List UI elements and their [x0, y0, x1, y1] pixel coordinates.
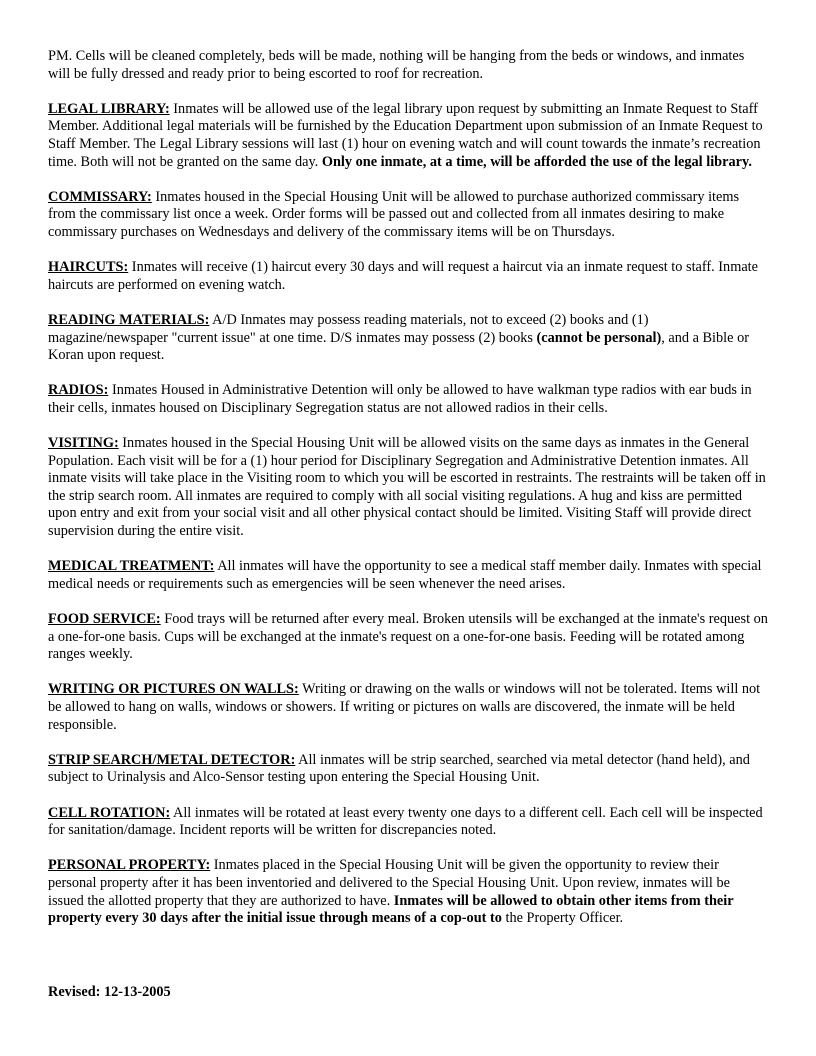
- radios-heading: RADIOS:: [48, 382, 109, 399]
- food-service-heading: FOOD SERVICE:: [48, 611, 161, 627]
- legal-library-bold-text: Only one inmate, at a time, will be afforded the use of the legal library.: [321, 153, 752, 170]
- legal-library-text: Inmates will be allowed use of the legal library upon request by submitting an Inmate Request to Staff Member. Additional legal materials will be furnished by the Education Department upon submission of an Inmate Request to Staff Member. The Legal Library sessions will last (1) hour on evening watch and will count towards the inmate’s recreation time. Both will not be granted on the same day.: [48, 100, 763, 170]
- reading-materials-section: [48, 312, 768, 365]
- document-body: [48, 48, 768, 945]
- visiting-text: Inmates housed in the Special Housing Unit will be allowed visits on the same days as inmates in the General Population. Each visit will be for a (1) hour period for Disciplinary Segregation and Administrative Detention inmates. All inmate visits will take place in the Visiting room to which you will be escorted in restraints. The restraints will be taken off in the strip search room. All inmates are required to comply with all social visiting regulations. A hug and kiss are permitted upon entry and exit from your social visit and all other physical contact should be limited. Visiting Staff will provide direct supervision during the entire visit.: [48, 435, 766, 540]
- cell-rotation-section: [48, 805, 768, 840]
- strip-search-heading: STRIP SEARCH/METAL DETECTOR:: [48, 751, 296, 768]
- haircuts-section: [48, 259, 768, 294]
- legal-library-heading: LEGAL LIBRARY:: [48, 100, 170, 117]
- reading-materials-text-after: , and a Bible or Koran upon request.: [48, 329, 749, 364]
- writing-on-walls-section: [48, 681, 768, 734]
- intro-paragraph: [48, 48, 768, 83]
- commissary-heading: COMMISSARY:: [48, 188, 152, 205]
- reading-materials-bold-text: (cannot be personal): [536, 329, 662, 346]
- medical-treatment-text: All inmates will have the opportunity to see a medical staff member daily. Inmates with special medical needs or requirements such as emergencies will be seen whenever the need arises.: [48, 558, 762, 592]
- commissary-text: Inmates housed in the Special Housing Unit will be allowed to purchase authorized commissary items from the commissary list once a week. Order forms will be passed out and collected from all inmates desiring to make commissary purchases on Wednesdays and delivery of the commissary items will be on Thursdays.: [48, 188, 740, 240]
- personal-property-section: [48, 857, 768, 927]
- reading-materials-heading: READING MATERIALS:: [48, 311, 210, 328]
- strip-search-section: [48, 752, 768, 787]
- visiting-section: [48, 435, 768, 541]
- medical-treatment-heading: MEDICAL TREATMENT:: [48, 558, 215, 575]
- visiting-heading: VISITING:: [48, 435, 119, 452]
- cell-rotation-text: All inmates will be rotated at least every twenty one days to a different cell. Each cell will be inspected for sanitation/damage. Incident reports will be written for discrepancies noted.: [48, 804, 763, 839]
- food-service-section: [48, 611, 768, 664]
- personal-property-heading: PERSONAL PROPERTY:: [48, 857, 211, 874]
- personal-property-text-after: the Property Officer.: [501, 910, 624, 927]
- radios-section: [48, 382, 768, 417]
- reading-materials-text: A/D Inmates may possess reading materials, not to exceed (2) books and (1) magazine/newspaper "current issue" at one time. D/S inmates may possess (2) books: [48, 311, 649, 346]
- legal-library-section: [48, 101, 768, 171]
- cell-rotation-heading: CELL ROTATION:: [48, 804, 171, 821]
- strip-search-text: All inmates will be strip searched, searched via metal detector (hand held), and subject to Urinalysis and Alco-Sensor testing upon entering the Special Housing Unit.: [48, 751, 750, 786]
- writing-on-walls-heading: WRITING OR PICTURES ON WALLS:: [48, 681, 299, 698]
- commissary-section: [48, 189, 768, 242]
- writing-on-walls-text: Writing or drawing on the walls or windows will not be tolerated. Items will not be allowed to hang on walls, windows or showers. If writing or pictures on walls are discovered, the inmate will be held responsible.: [48, 681, 761, 733]
- food-service-text: Food trays will be returned after every meal. Broken utensils will be exchanged at the inmate's request on a one-for-one basis. Cups will be exchanged at the inmate's request on a one-for-one basis. Feeding will be rotated among ranges weekly.: [48, 611, 768, 663]
- personal-property-bold-text: Inmates will be allowed to obtain other items from their property every 30 days after the initial issue through means of a cop-out to: [48, 892, 734, 927]
- personal-property-text: Inmates placed in the Special Housing Unit will be given the opportunity to review their personal property after it has been inventoried and delivered to the Special Housing Unit. Upon review, inmates will be issued the allotted property that they are authorized to have.: [48, 857, 730, 909]
- revised-date: Revised: 12-13-2005: [48, 984, 171, 1000]
- radios-text: Inmates Housed in Administrative Detention will only be allowed to have walkman type radios with ear buds in their cells, inmates housed on Disciplinary Segregation status are not allowed radios in their cells.: [48, 382, 752, 416]
- haircuts-heading: HAIRCUTS:: [48, 259, 129, 276]
- intro-text: PM. Cells will be cleaned completely, beds will be made, nothing will be hanging from the beds or windows, and inmates will be fully dressed and ready prior to being escorted to roof for recreation.: [48, 48, 745, 82]
- haircuts-text: Inmates will receive (1) haircut every 30 days and will request a haircut via an inmate request to staff. Inmate haircuts are performed on evening watch.: [48, 259, 758, 293]
- medical-treatment-section: [48, 558, 768, 593]
